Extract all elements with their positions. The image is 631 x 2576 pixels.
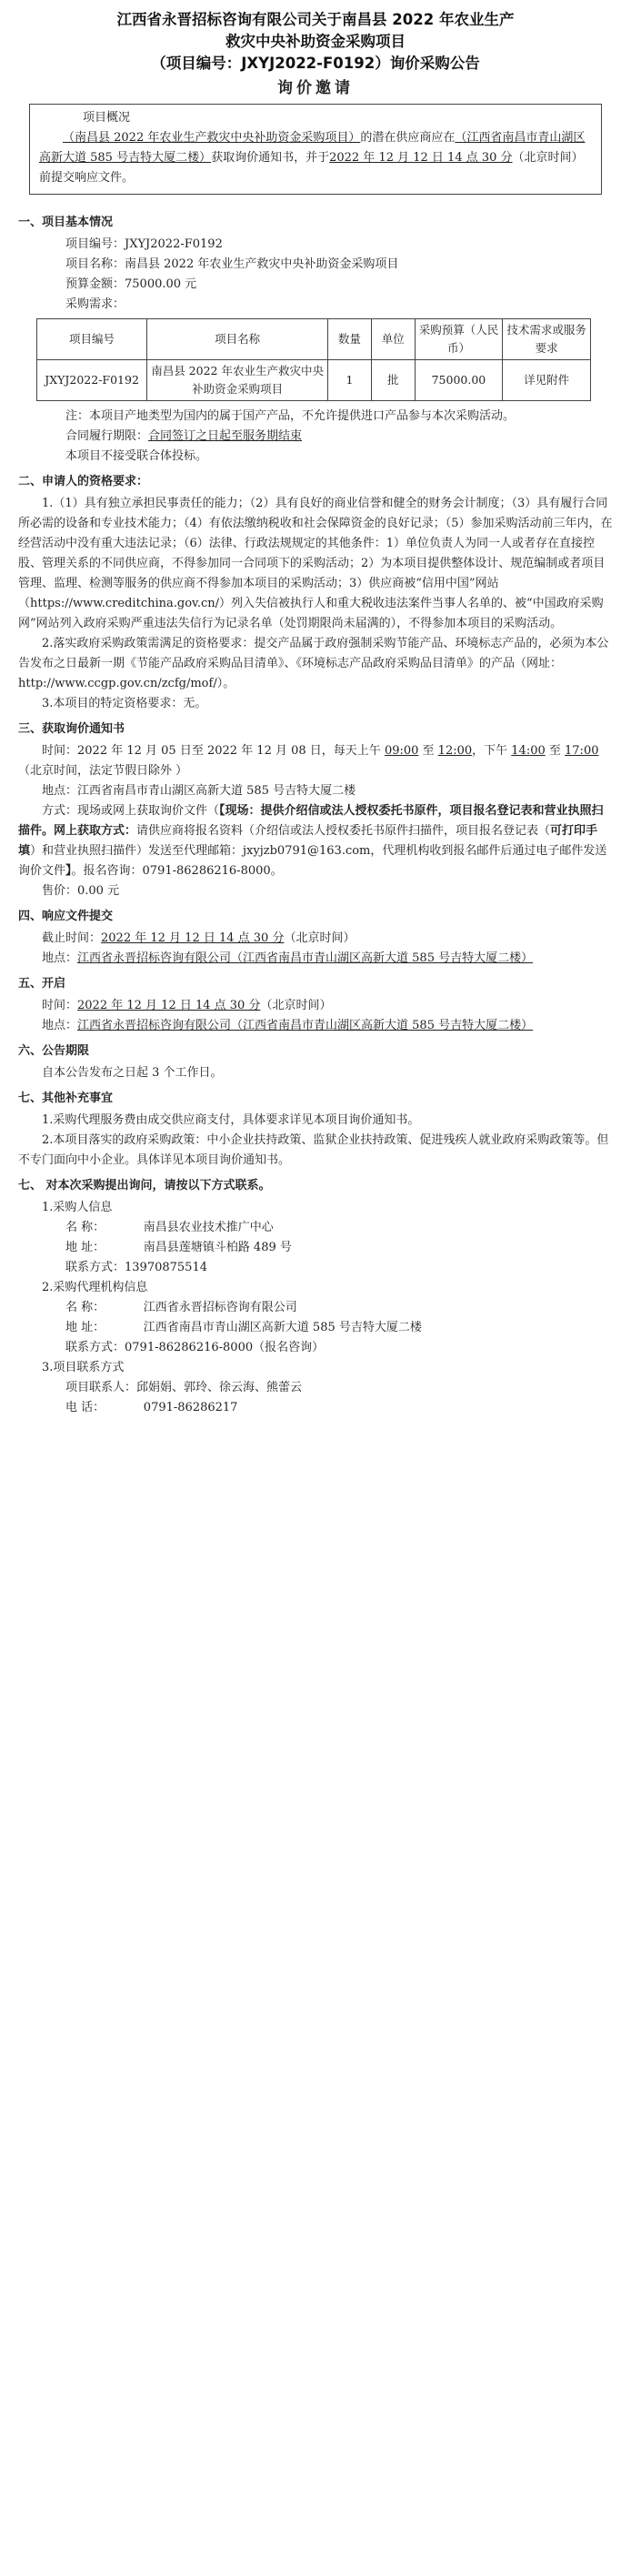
overview-heading: 项目概况 xyxy=(83,111,131,125)
th-qty: 数量 xyxy=(328,319,372,360)
obtain-method-c: 请供应商将报名资料（介绍信或法人授权委托书原件扫描件，项目报名登记表（ xyxy=(136,824,551,838)
agent-address-value: 江西省南昌市青山湖区高新大道 585 号吉特大厦二楼 xyxy=(143,1321,422,1334)
obtain-method-e: ）和营业执照扫描件）发送至代理邮箱：jxyjzb0791@163.com，代理机构收到报名邮件后通过电子邮件发送询价文件 xyxy=(18,844,607,878)
section-6-heading: 六、公告期限 xyxy=(18,1044,90,1058)
th-budget: 采购预算（人民币） xyxy=(415,319,503,360)
title-line-1: 江西省永晋招标咨询有限公司关于南昌县 2022 年农业生产 xyxy=(116,11,515,28)
requirements-table xyxy=(36,318,591,401)
submit-deadline-tz: （北京时间） xyxy=(284,931,356,945)
section-3-heading: 三、获取询价通知书 xyxy=(18,722,125,736)
obtain-time-a: 时间：2022 年 12 月 05 日至 2022 年 12 月 08 日，每天上午 xyxy=(42,744,385,758)
agent-heading: 2.采购代理机构信息 xyxy=(42,1281,148,1294)
submit-deadline-label: 截止时间： xyxy=(42,931,102,945)
buyer-name-value: 南昌县农业技术推广中心 xyxy=(143,1221,274,1234)
obtain-price: 售价：0.00 元 xyxy=(42,884,120,898)
project-contact-heading: 3.项目联系方式 xyxy=(42,1361,125,1374)
submit-place xyxy=(18,949,613,969)
th-tech: 技术需求或服务要求 xyxy=(503,319,591,360)
agent-name xyxy=(18,1298,613,1318)
obtain-method-f: 】 xyxy=(65,864,72,878)
overview-deadline: 2022 年 12 月 12 日 14 点 30 分 xyxy=(329,151,513,165)
open-time-label: 时间： xyxy=(42,999,78,1012)
cell-code: JXYJ2022-F0192 xyxy=(37,360,147,401)
obtain-time-i: （北京时间，法定节假日除外 ） xyxy=(18,764,188,778)
document-subtitle: 询价邀请 xyxy=(277,79,354,97)
requirements-label: 采购需求： xyxy=(65,297,125,311)
agent-address-label: 地 址： xyxy=(65,1321,105,1334)
agent-address xyxy=(18,1318,613,1338)
table-header-row xyxy=(37,319,591,360)
th-code: 项目编号 xyxy=(37,319,147,360)
agent-contact: 联系方式：0791-86286216-8000（报名咨询） xyxy=(65,1341,325,1354)
obtain-time xyxy=(18,741,613,781)
obtain-time-e: ，下午 xyxy=(472,744,512,758)
qualification-3: 3.本项目的特定资格要求：无。 xyxy=(42,697,207,710)
project-name: 项目名称：南昌县 2022 年农业生产救灾中央补助资金采购项目 xyxy=(65,257,399,271)
buyer-contact: 联系方式：13970875514 xyxy=(65,1261,207,1274)
th-name: 项目名称 xyxy=(147,319,328,360)
contact-heading: 七、 对本次采购提出询问，请按以下方式联系。 xyxy=(18,1179,271,1192)
obtain-time-c: 至 xyxy=(418,744,438,758)
section-2-heading: 二、申请人的资格要求： xyxy=(18,475,149,488)
cell-tech: 详见附件 xyxy=(503,360,591,401)
obtain-method-b: 【现场：提供介绍信或法人授权委托书原件，项目报名登记表和营业执照扫描件。网上获取方式： xyxy=(18,804,604,838)
overview-box xyxy=(29,104,602,195)
open-place-label: 地点： xyxy=(42,1019,78,1032)
agent-name-label: 名 称： xyxy=(65,1301,105,1314)
overview-project: （南昌县 2022 年农业生产救灾中央补助资金采购项目） xyxy=(63,131,361,145)
obtain-method-d: 可打印手填 xyxy=(18,824,598,858)
agent-name-value: 江西省永晋招标咨询有限公司 xyxy=(143,1301,297,1314)
obtain-method xyxy=(18,801,613,881)
buyer-address-label: 地 址： xyxy=(65,1241,105,1254)
open-time xyxy=(18,996,613,1016)
obtain-place: 地点：江西省南昌市青山湖区高新大道 585 号吉特大厦二楼 xyxy=(42,784,356,798)
obtain-method-a: 方式：现场或网上获取询价文件（ xyxy=(42,804,220,818)
obtain-time-h: 17:00 xyxy=(565,744,599,758)
supplement-2: 2.本项目落实的政府采购政策：中小企业扶持政策、监狱企业扶持政策、促进残疾人就业政府采购政策等。但不专门面向中小企业。具体详见本项目询价通知书。 xyxy=(18,1133,609,1167)
consortium-note: 本项目不接受联合体投标。 xyxy=(65,449,208,463)
contract-period xyxy=(18,427,613,447)
submit-deadline-value: 2022 年 12 月 12 日 14 点 30 分 xyxy=(101,931,285,945)
overview-text xyxy=(39,128,592,188)
origin-note: 注：本项目产地类型为国内的属于国产产品，不允许提供进口产品参与本次采购活动。 xyxy=(65,409,516,423)
section-5-heading: 五、开启 xyxy=(18,977,66,991)
cell-name: 南昌县 2022 年农业生产救灾中央补助资金采购项目 xyxy=(147,360,328,401)
obtain-time-f: 14:00 xyxy=(511,744,546,758)
buyer-name xyxy=(18,1218,613,1238)
supplement-1: 1.采购代理服务费由成交供应商支付，具体要求详见本项目询价通知书。 xyxy=(42,1113,420,1127)
section-1-heading: 一、项目基本情况 xyxy=(18,216,114,229)
obtain-time-g: 至 xyxy=(545,744,566,758)
project-budget: 预算金额：75000.00 元 xyxy=(65,277,197,291)
overview-text-b: 的潜在供应商应在 xyxy=(360,131,456,145)
open-time-tz: （北京时间） xyxy=(260,999,332,1012)
title-line-2: 救灾中央补助资金采购项目 xyxy=(225,33,406,50)
qualification-1: 1.（1）具有独立承担民事责任的能力；（2）具有良好的商业信誉和健全的财务会计制度；（3）具有履行合同所必需的设备和专业技术能力；（4）有依法缴纳税收和社会保障资金的良好记录；（5）参加采购活动前三年内，在经营活动中没有重大违法记录；（6）法律、行政法规规定的其他条件：1）单位负责人为同一人或者存在直接控股、管理关系的不同供应商，不得参加同一合同项下的采购活动；2）为本项目提供整体设计、规范编制或者项目管理、监理、检测等服务的供应商不得参加本项目的采购活动；3）供应商被“信用中国”网站（https://www.creditchina.gov.cn/）列入失信被执行人和重大税收违法案件当事人名单的、被“中国政府采购网”网站列入政府采购严重违法失信行为记录名单（处罚期限尚未届满的），不得参加本项目的采购活动。 xyxy=(18,497,613,630)
buyer-address xyxy=(18,1238,613,1258)
th-unit: 单位 xyxy=(371,319,415,360)
overview-text-d: 获取询价通知书，并于 xyxy=(211,151,330,165)
notice-period: 自本公告发布之日起 3 个工作日。 xyxy=(42,1066,223,1080)
qualification-2: 2.落实政府采购政策需满足的资格要求：提交产品属于政府强制采购节能产品、环境标志产品的，必须为本公告发布之日最新一期《节能产品政府采购品目清单》、《环境标志产品政府采购品目清单》的产品（网址：http://www.ccgp.gov.cn/zcfg/mof/）。 xyxy=(18,637,609,690)
overview-text-f: （北京时间）前提交响应文件。 xyxy=(39,151,584,185)
title-line-3: （项目编号：JXYJ2022-F0192）询价采购公告 xyxy=(151,55,480,72)
open-place-value: 江西省永晋招标咨询有限公司（江西省南昌市青山湖区高新大道 585 号吉特大厦二楼） xyxy=(77,1019,534,1032)
obtain-time-b: 09:00 xyxy=(384,744,419,758)
obtain-time-d: 12:00 xyxy=(437,744,473,758)
project-contact-tel xyxy=(18,1398,613,1418)
buyer-address-value: 南昌县莲塘镇斗柏路 489 号 xyxy=(143,1241,292,1254)
project-code: 项目编号：JXYJ2022-F0192 xyxy=(65,237,223,251)
project-tel-value: 0791-86286217 xyxy=(143,1401,238,1414)
table-row xyxy=(37,360,591,401)
obtain-method-g: 。报名咨询：0791-86286216-8000。 xyxy=(71,864,283,878)
open-place xyxy=(18,1016,613,1036)
project-tel-label: 电 话： xyxy=(65,1401,105,1414)
buyer-name-label: 名 称： xyxy=(65,1221,105,1234)
section-7-heading: 七、其他补充事宜 xyxy=(18,1092,114,1105)
project-contact-people: 项目联系人：邱娟娟、郭玲、徐云海、熊蕾云 xyxy=(65,1381,303,1394)
submit-place-label: 地点： xyxy=(42,951,78,965)
cell-qty: 1 xyxy=(328,360,372,401)
open-time-value: 2022 年 12 月 12 日 14 点 30 分 xyxy=(77,999,261,1012)
contract-period-label: 合同履行期限： xyxy=(65,429,149,443)
document-title xyxy=(18,9,613,75)
cell-unit: 批 xyxy=(371,360,415,401)
contract-period-value: 合同签订之日起至服务期结束 xyxy=(148,429,303,443)
cell-budget: 75000.00 xyxy=(415,360,503,401)
buyer-heading: 1.采购人信息 xyxy=(42,1201,113,1214)
section-4-heading: 四、响应文件提交 xyxy=(18,910,114,923)
overview-address: （江西省南昌市青山湖区高新大道 585 号吉特大厦二楼） xyxy=(39,131,586,165)
submit-place-value: 江西省永晋招标咨询有限公司（江西省南昌市青山湖区高新大道 585 号吉特大厦二楼） xyxy=(77,951,534,965)
submit-deadline xyxy=(18,929,613,949)
